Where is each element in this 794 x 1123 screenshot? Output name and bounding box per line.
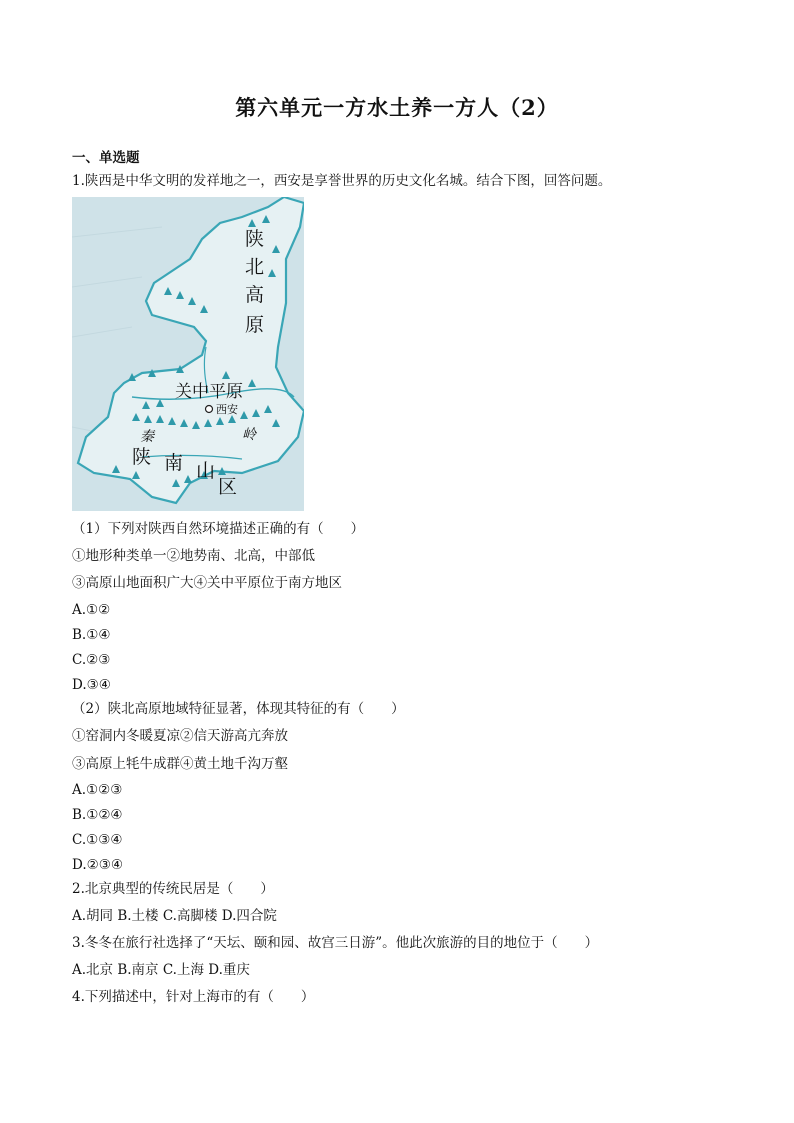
question-1-2-statement-a: ①窑洞内冬暖夏凉②信天游高亢奔放 [72,728,288,744]
xian-city-marker [206,406,213,413]
map-label-city: 西安 [216,403,238,416]
map-label-qin: 秦 [140,429,154,445]
question-2: 2.北京典型的传统民居是（ ） [72,881,274,897]
map-label-region-1: 陕 [132,446,152,468]
option-c: C.②③ [72,652,111,668]
option-a: A.①②③ [72,782,123,798]
map-label-plateau-1: 陕 [245,228,265,250]
map-label-plateau-4: 原 [245,314,265,336]
map-label-ling: 岭 [242,427,256,443]
question-1-1-statement-a: ①地形种类单一②地势南、北高，中部低 [72,548,315,564]
page-title: 第六单元一方水土养一方人（2） [235,95,559,120]
option-a: A.①② [72,602,111,618]
shaanxi-map [72,197,304,511]
option-b: B.①②④ [72,807,123,823]
question-1-2: （2）陕北高原地域特征显著，体现其特征的有（ ） [72,701,405,717]
question-2-options: A.胡同 B.土楼 C.高脚楼 D.四合院 [72,908,277,924]
section-heading: 一、单选题 [72,150,140,166]
question-1-1-statement-b: ③高原山地面积广大④关中平原位于南方地区 [72,575,342,591]
map-label-region-4: 区 [218,476,238,498]
option-d: D.③④ [72,677,111,693]
question-1-1: （1）下列对陕西自然环境描述正确的有（ ） [72,521,365,537]
option-c: C.①③④ [72,832,123,848]
option-b: B.①④ [72,627,111,643]
map-label-region-3: 山 [196,460,216,482]
map-label-plateau-2: 北 [245,256,265,278]
question-3: 3.冬冬在旅行社选择了“天坛、颐和园、故宫三日游”。他此次旅游的目的地位于（ ） [72,935,599,951]
question-1-2-statement-b: ③高原上牦牛成群④黄土地千沟万壑 [72,756,288,772]
map-label-plateau-3: 高 [245,284,265,306]
map-label-region-2: 南 [164,452,184,474]
option-d: D.②③④ [72,857,123,873]
question-4: 4.下列描述中，针对上海市的有（ ） [72,989,315,1005]
question-1-stem: 1.陕西是中华文明的发祥地之一，西安是享誉世界的历史文化名城。结合下图，回答问题。 [72,173,612,189]
map-label-plain: 关中平原 [175,382,243,402]
question-3-options: A.北京 B.南京 C.上海 D.重庆 [72,962,250,978]
